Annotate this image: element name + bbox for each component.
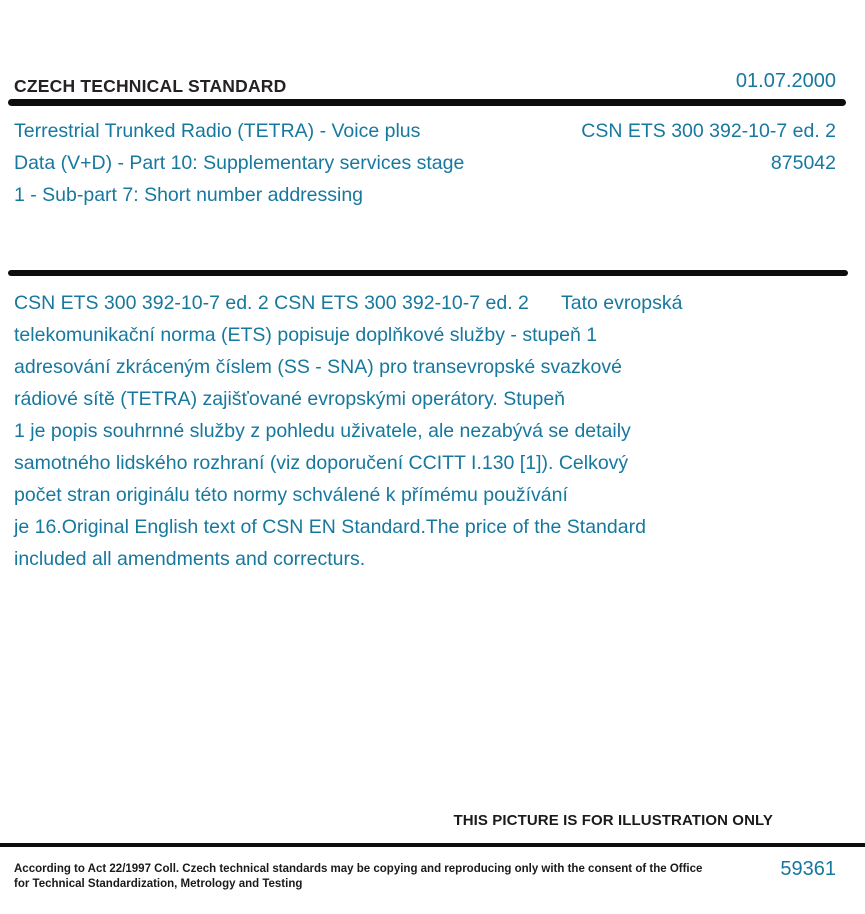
- abstract-line: 1 je popis souhrnné služby z pohledu uživatele, ale nezabývá se detaily: [14, 420, 631, 442]
- standard-abstract: [14, 287, 814, 575]
- catalog-number: 875042: [770, 152, 836, 174]
- document-number: 59361: [780, 858, 836, 880]
- illustration-disclaimer: THIS PICTURE IS FOR ILLUSTRATION ONLY: [453, 812, 773, 829]
- standard-code: CSN ETS 300 392-10-7 ed. 2: [581, 120, 836, 142]
- copyright-line: According to Act 22/1997 Coll. Czech technical standards may be copying and reproducing only with the consent of the Office: [14, 863, 703, 875]
- abstract-line: adresování zkráceným číslem (SS - SNA) pro transevropské svazkové: [14, 356, 622, 378]
- bottom-divider: [0, 843, 865, 847]
- standard-title-line: Terrestrial Trunked Radio (TETRA) - Voice plus: [14, 120, 421, 142]
- standard-title: [14, 115, 534, 211]
- abstract-line: telekomunikační norma (ETS) popisuje doplňkové služby - stupeň 1: [14, 324, 598, 346]
- abstract-line: je 16.Original English text of CSN EN Standard.The price of the Standard: [14, 516, 646, 538]
- top-divider: [8, 99, 846, 106]
- abstract-line: rádiové sítě (TETRA) zajišťované evropskými operátory. Stupeň: [14, 388, 566, 410]
- copyright-notice: [14, 862, 702, 892]
- copyright-line: for Technical Standardization, Metrology and Testing: [14, 878, 303, 890]
- page-title: CZECH TECHNICAL STANDARD: [14, 76, 287, 96]
- standard-identification: [581, 115, 836, 179]
- abstract-line: CSN ETS 300 392-10-7 ed. 2 CSN ETS 300 392-10-7 ed. 2 Tato evropská: [14, 292, 683, 314]
- standard-title-line: Data (V+D) - Part 10: Supplementary services stage: [14, 152, 465, 174]
- abstract-line: included all amendments and correcturs.: [14, 548, 366, 570]
- standard-title-line: 1 - Sub-part 7: Short number addressing: [14, 184, 364, 206]
- middle-divider: [8, 270, 848, 276]
- abstract-line: počet stran originálu této normy schválené k přímému používání: [14, 484, 568, 506]
- abstract-line: samotného lidského rozhraní (viz doporučení CCITT I.130 [1]). Celkový: [14, 452, 629, 474]
- effective-date: 01.07.2000: [735, 70, 836, 92]
